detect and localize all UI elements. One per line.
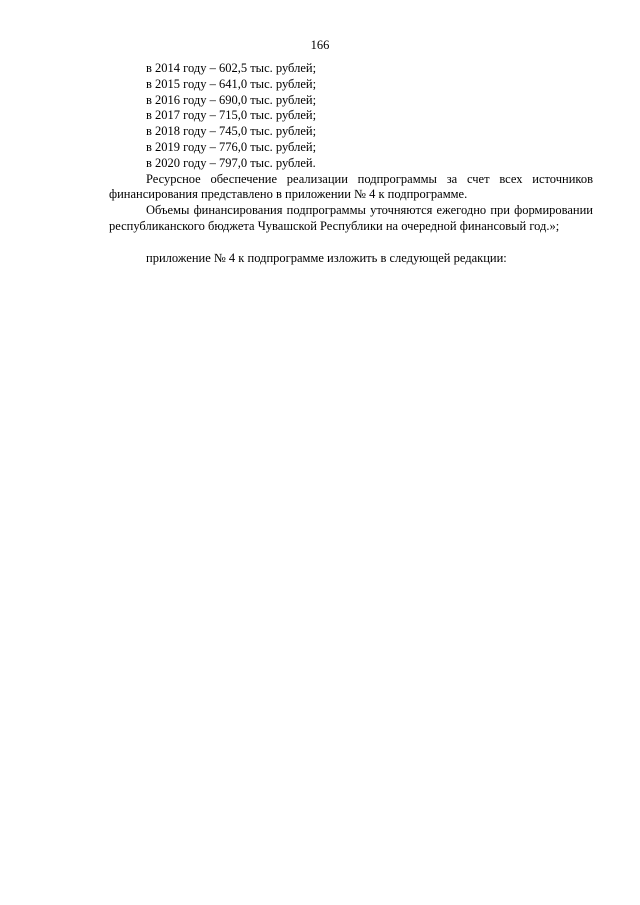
appendix-instruction-paragraph: приложение № 4 к подпрограмме изложить в следующей редакции: — [146, 250, 507, 265]
page-number: 166 — [310, 38, 330, 52]
resource-support-paragraph: Ресурсное обеспечение реализации подпрограммы за счет всех источников финансирования представлено в приложении № 4 к подпрограмме. — [109, 171, 593, 202]
financing-year-2015: в 2015 году – 641,0 тыс. рублей; — [146, 76, 317, 91]
financing-year-2020: в 2020 году – 797,0 тыс. рублей. — [146, 155, 316, 170]
annual-refinement-paragraph: Объемы финансирования подпрограммы уточняются ежегодно при формировании республиканского бюджета Чувашской Республики на очередной финансовый год.»; — [109, 203, 593, 233]
financing-year-2014: в 2014 году – 602,5 тыс. рублей; — [146, 61, 317, 75]
financing-year-2017: в 2017 году – 715,0 тыс. рублей; — [146, 108, 317, 123]
financing-by-year-list — [109, 61, 593, 172]
page-content — [109, 61, 593, 267]
financing-year-2019: в 2019 году – 776,0 тыс. рублей; — [146, 139, 317, 154]
paragraph-spacer — [109, 235, 593, 251]
financing-year-2018: в 2018 году – 745,0 тыс. рублей; — [146, 124, 317, 139]
financing-year-2016: в 2016 году – 690,0 тыс. рублей; — [146, 92, 317, 107]
